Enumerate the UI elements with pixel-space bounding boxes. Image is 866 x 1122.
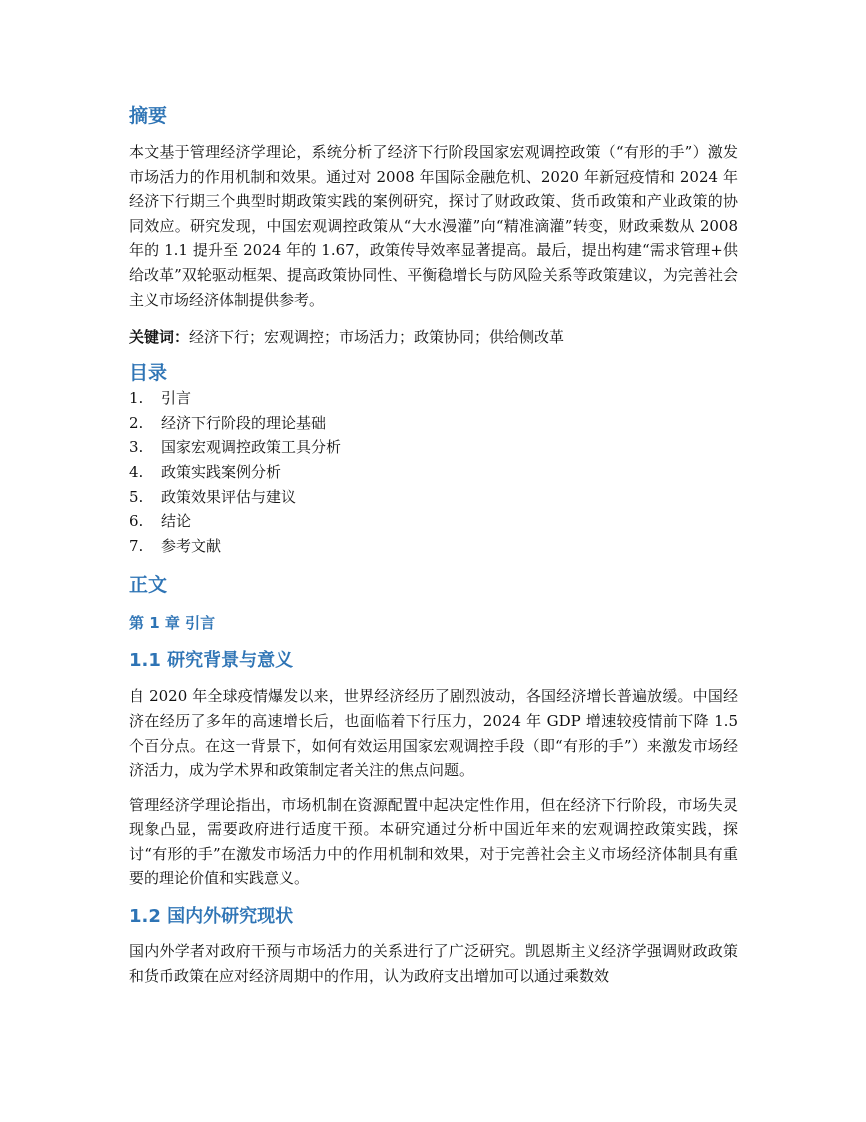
toc-item-label: 结论 [161,512,192,531]
toc-item-number: 7. [129,536,144,555]
toc-item-number: 6. [129,512,144,531]
section-1-1-heading: 1.1 研究背景与意义 [129,650,294,672]
toc-item[interactable] [129,435,738,460]
keywords-text: 经济下行；宏观调控；市场活力；政策协同；供给侧改革 [189,328,565,347]
section-1-2-heading: 1.2 国内外研究现状 [129,906,294,928]
toc-item-label: 国家宏观调控政策工具分析 [161,438,342,457]
chapter-1-heading: 第 1 章 引言 [129,614,216,633]
toc-item-label: 参考文献 [161,536,222,555]
toc-heading: 目录 [129,362,168,385]
toc-item-number: 3. [129,438,144,457]
abstract-heading: 摘要 [129,105,168,127]
toc-item[interactable] [129,485,738,510]
toc-item-label: 政策实践案例分析 [161,462,282,481]
toc-item[interactable] [129,386,738,411]
toc-item-label: 政策效果评估与建议 [161,487,297,506]
toc-list [129,386,738,558]
toc-item-number: 4. [129,462,144,481]
toc-item[interactable] [129,534,738,559]
document-page [129,100,738,988]
keywords-label: 关键词： [129,328,190,347]
toc-item[interactable] [129,460,738,485]
toc-item-number: 1. [129,389,144,408]
section-1-1-para-2: 管理经济学理论指出，市场机制在资源配置中起决定性作用，但在经济下行阶段，市场失灵现象凸显，需要政府进行适度干预。本研究通过分析中国近年来的宏观调控政策实践，探讨“有形的手”在激发市场活力中的作用机制和效果，对于完善社会主义市场经济体制具有重要的理论价值和实践意义。 [129,795,738,888]
toc-item[interactable] [129,509,738,534]
toc-item-number: 2. [129,413,144,432]
body-heading: 正文 [129,574,168,597]
section-1-1-para-1: 自 2020 年全球疫情爆发以来，世界经济经历了剧烈波动，各国经济增长普遍放缓。中国经济在经历了多年的高速增长后，也面临着下行压力，2024 年 GDP 增速较疫情前下降 1.5 个百分点。在这一背景下，如何有效运用国家宏观调控手段（即“有形的手”）来激发市场经济活力，成为学术界和政策制定者关注的焦点问题。 [129,687,738,780]
keywords-line [129,325,738,349]
toc-item[interactable] [129,411,738,436]
section-1-2-para-1: 国内外学者对政府干预与市场活力的关系进行了广泛研究。凯恩斯主义经济学强调财政政策和货币政策在应对经济周期中的作用，认为政府支出增加可以通过乘数效 [129,942,738,985]
toc-item-label: 经济下行阶段的理论基础 [161,413,327,432]
toc-item-label: 引言 [161,389,192,408]
toc-item-number: 5. [129,487,144,506]
abstract-text: 本文基于管理经济学理论，系统分析了经济下行阶段国家宏观调控政策（“有形的手”）激发市场活力的作用机制和效果。通过对 2008 年国际金融危机、2020 年新冠疫情和 2024 年经济下行期三个典型时期政策实践的案例研究，探讨了财政政策、货币政策和产业政策的协同效应。研究发现，中国宏观调控政策从“大水漫灌”向“精准滴灌”转变，财政乘数从 2008 年的 1.1 提升至 2024 年的 1.67，政策传导效率显著提高。最后，提出构建“需求管理+供给改革”双轮驱动框架、提高政策协同性、平衡稳增长与防风险关系等政策建议，为完善社会主义市场经济体制提供参考。 [129,143,738,309]
